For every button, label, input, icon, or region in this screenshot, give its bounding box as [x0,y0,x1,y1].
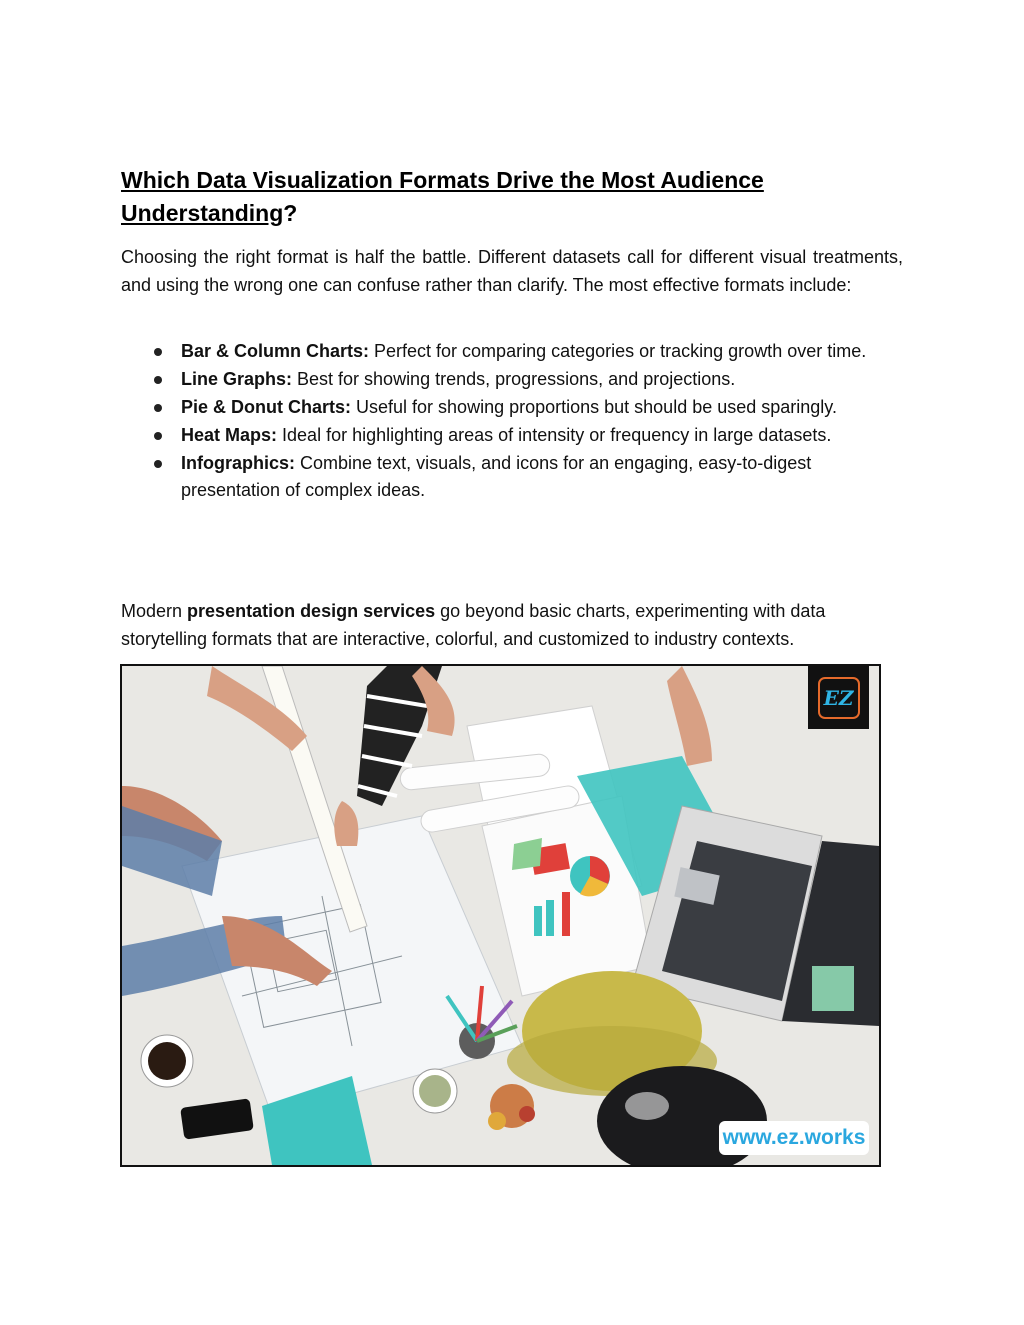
list-item-text: Best for showing trends, progressions, and projections. [292,369,736,389]
list-item-text: Useful for showing proportions but should be used sparingly. [351,397,837,417]
list-item [121,338,903,365]
bullet-icon [154,460,162,468]
section-heading [121,164,903,230]
closing-prefix: Modern [121,601,188,621]
heading-suffix: ? [283,200,298,226]
list-item-text: Combine text, visuals, and icons for an engaging, easy-to-digest presentation of complex ideas. [181,453,812,500]
bullet-icon [154,348,162,356]
ez-logo-mark: EZ [818,677,860,719]
list-item-label: Line Graphs: [181,369,293,389]
ez-logo [808,666,869,729]
list-item-text: Perfect for comparing categories or tracking growth over time. [369,341,867,361]
bullet-icon [154,432,162,440]
list-item [121,422,903,449]
heading-underlined-text: Which Data Visualization Formats Drive the Most Audience Understanding [121,167,764,226]
list-item [121,450,903,504]
closing-paragraph [121,597,903,653]
bullet-icon [154,376,162,384]
list-item-label: Pie & Donut Charts: [181,397,352,417]
website-watermark: www.ez.works [719,1121,869,1155]
list-item [121,394,903,421]
intro-paragraph: Choosing the right format is half the battle. Different datasets call for different visual treatments, and using the wrong one can confuse rather than clarify. The most effective formats include: [121,247,903,295]
formats-list [121,338,903,505]
closing-bold-link-text: presentation design services [187,601,436,621]
list-item-label: Heat Maps: [181,425,278,445]
bullet-icon [154,404,162,412]
list-item-label: Infographics: [181,453,296,473]
list-item-label: Bar & Column Charts: [181,341,370,361]
photo-illustration [122,666,879,1165]
closing-suffix: go beyond basic charts, experimenting with data storytelling formats that are interactive, colorful, and customized to industry contexts. [121,601,826,649]
list-item [121,366,903,393]
team-meeting-photo [120,664,881,1167]
list-item-text: Ideal for highlighting areas of intensity or frequency in large datasets. [277,425,832,445]
